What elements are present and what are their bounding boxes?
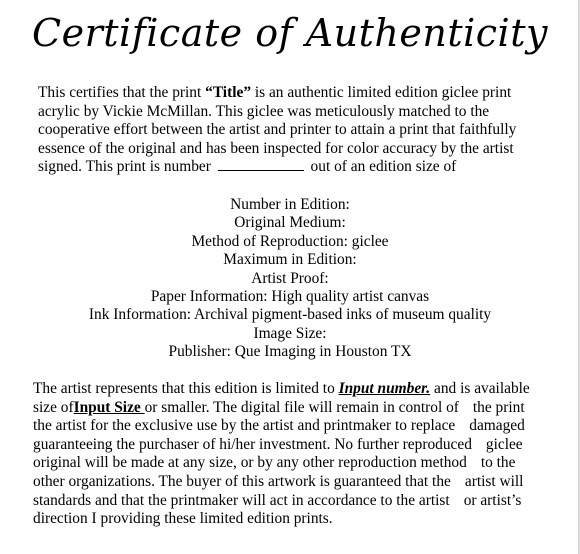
terms-line — [33, 473, 563, 492]
terms-text: original will be made at any size, or by any other reproduction method — [33, 454, 467, 472]
input-number-placeholder[interactable]: Input number. — [338, 380, 431, 397]
intro-line — [38, 84, 558, 103]
terms-text: giclee — [485, 435, 523, 453]
terms-text: damaged — [469, 417, 525, 435]
terms-text: the print — [472, 398, 525, 416]
print-number-blank[interactable] — [218, 158, 304, 171]
terms-text: the artist for the exclusive use by the artist and printmaker to replace — [33, 417, 456, 435]
detail-maximum-in-edition: Maximum in Edition: — [223, 251, 357, 269]
intro-line: cooperative effort between the artist and printer to attain a print that faithfully — [38, 121, 517, 139]
terms-line — [33, 492, 563, 511]
terms-text: The artist represents that this edition is limited to — [33, 380, 339, 397]
detail-method-of-reproduction: Method of Reproduction: giclee — [191, 232, 389, 250]
terms-paragraph — [33, 380, 563, 529]
detail-image-size: Image Size: — [253, 324, 327, 342]
terms-line — [33, 454, 563, 473]
intro-text: signed. This print is number — [38, 158, 215, 176]
terms-line — [33, 436, 563, 455]
terms-text: and is available — [430, 380, 530, 397]
terms-text: standards and that the printmaker will act in accordance to the artist — [33, 491, 450, 509]
certificate-title: Certificate of Authenticity — [32, 11, 548, 55]
detail-number-in-edition: Number in Edition: — [230, 196, 350, 213]
detail-publisher: Publisher: Que Imaging in Houston TX — [168, 343, 412, 361]
input-size-placeholder[interactable]: Input Size — [73, 398, 145, 416]
intro-line: essence of the original and has been inspected for color accuracy by the artist — [38, 139, 514, 157]
terms-line: direction I providing these limited edition prints. — [33, 510, 333, 528]
detail-paper-information: Paper Information: High quality artist canvas — [150, 288, 430, 306]
detail-ink-information: Ink Information: Archival pigment-based inks of museum quality — [88, 306, 492, 324]
intro-line: acrylic by Vickie McMillan. This giclee was meticulously matched to the — [38, 102, 490, 120]
terms-text: guaranteeing the purchaser of hi/her investment. No further reproduced — [33, 435, 472, 453]
intro-text: is an authentic limited edition giclee print — [251, 84, 512, 101]
intro-paragraph — [38, 84, 558, 177]
terms-line — [33, 380, 563, 399]
edition-details — [0, 196, 580, 362]
intro-text: This certifies that the print — [38, 84, 206, 101]
terms-text: or artist’s — [463, 491, 522, 509]
detail-artist-proof: Artist Proof: — [251, 269, 329, 287]
detail-original-medium: Original Medium: — [234, 214, 346, 232]
terms-text: other organizations. The buyer of this artwork is guaranteed that the — [33, 472, 451, 490]
intro-line — [38, 158, 558, 177]
terms-line — [33, 417, 563, 436]
terms-text: size of — [33, 398, 74, 416]
intro-text: out of an edition size of — [306, 158, 457, 176]
terms-text: artist will — [464, 472, 524, 490]
print-title: “Title” — [205, 84, 252, 101]
terms-text: or smaller. The digital file will remain in control of — [144, 398, 459, 416]
terms-text: to the — [480, 454, 516, 472]
terms-line — [33, 399, 563, 418]
